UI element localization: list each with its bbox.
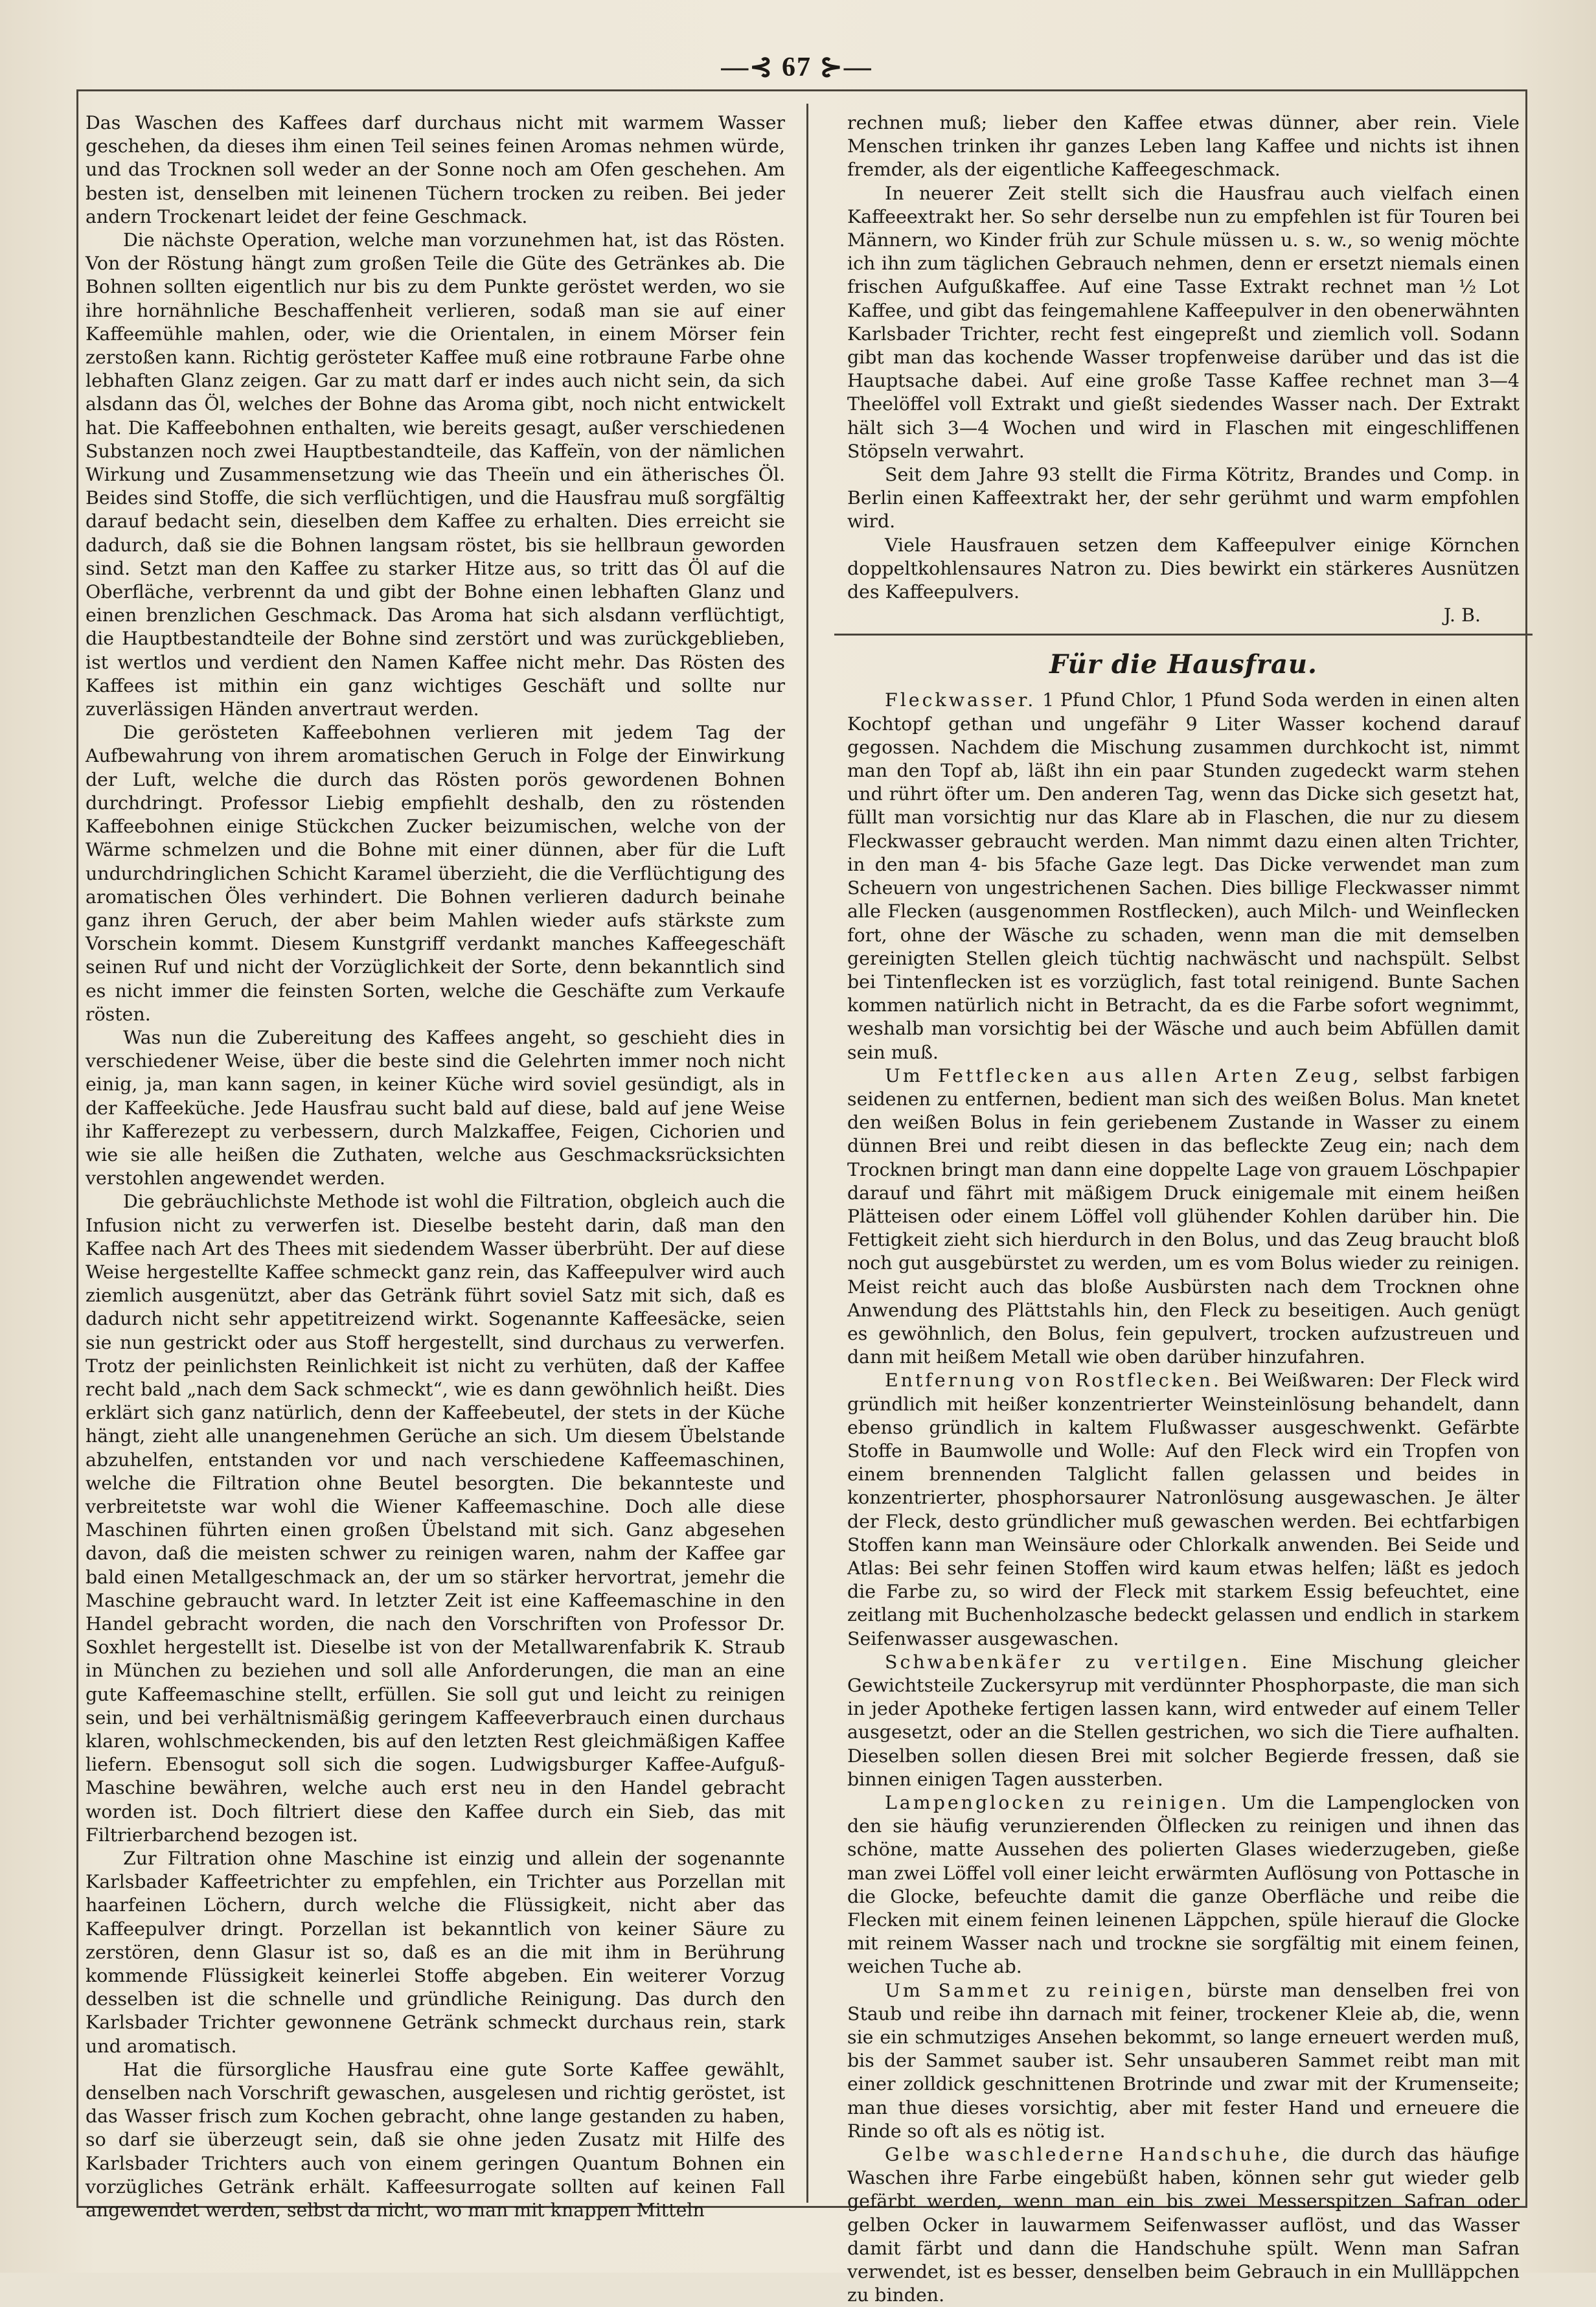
tip-paragraph <box>847 689 1520 1064</box>
tip-heading: Gelbe waschlederne Handschuhe, <box>885 2144 1291 2166</box>
page-number <box>706 51 887 83</box>
paragraph: Viele Hausfrauen setzen dem Kaffeepulver einige Körnchen doppeltkohlensaures Natron zu. Dies bewirkt ein stärkeres Ausnützen des Kaffeepulvers. <box>847 534 1520 603</box>
section-title: Für die Hausfrau. <box>1049 649 1317 680</box>
paragraph: Seit dem Jahre 93 stellt die Firma Kötritz, Brandes und Comp. in Berlin einen Kaffeextrakt her, der sehr gerühmt und warm empfohlen wird. <box>847 464 1520 533</box>
tip-paragraph <box>847 1369 1520 1650</box>
tip-text: 1 Pfund Chlor, 1 Pfund Soda werden in einen alten Kochtopf gethan und ungefähr 9 Liter Wasser kochend darauf gegossen. Nachdem die Mischung zusammen durchkocht ist, nimmt man den Topf ab, läßt ihn ein paar Stunden zugedeckt warm stehen und rührt öfter um. Den anderen Tag, wenn das Dicke sich gesetzt hat, füllt man vorsichtig nur das Klare ab in Flaschen, die nur zu diesem Fleckwasser gebraucht werden. Man nimmt dazu einen alten Trichter, in den man 4- bis 5fache Gaze legt. Das Dicke verwendet man zum Scheuern von ungestrichenen Sachen. Dies billige Fleckwasser nimmt alle Flecken (ausgenommen Rostflecken), auch Milch- und Weinflecken fort, ohne der Wäsche zu schaden, wenn man die mit demselben gereinigten Stellen gleich tüchtig nachwäscht und nachspült. Selbst bei Tintenflecken ist es vorzüglich, fast total reinigend. Bunte Sachen kommen natürlich nicht in Betracht, da es die Farbe sofort wegnimmt, weshalb man vorsichtig bei der Wäsche und auch beim Abfüllen damit sein muß. <box>847 689 1520 1063</box>
tip-text: Eine Mischung gleicher Gewichtsteile Zuckersyrup mit verdünnter Phosphorpaste, die man sich in jeder Apotheke fertigen lassen kann, wird entweder auf einem Teller ausgesetzt, oder an die Stellen gestrichen, wo sich die Tiere aufhalten. Dieselben sollen diesen Brei mit solcher Begierde fressen, daß sie binnen einigen Tagen aussterben. <box>847 1651 1520 1790</box>
tip-text: Um die Lampenglocken von den sie häufig verunzierenden Ölflecken zu reinigen und ihnen das schöne, matte Aussehen des polierten Glases wiederzugeben, gieße man zwei Löffel voll einer leicht erwärmten Auflösung von Pottasche in die Glocke, befeuchte damit die ganze Oberfläche und reibe die Flecken mit einem feinen leinenen Läppchen, spüle hierauf die Glocke mit reinem Wasser nach und trockne sie sorgfältig mit einem feinen, weichen Tuche ab. <box>847 1792 1520 1978</box>
tip-paragraph <box>847 1791 1520 1979</box>
tip-paragraph <box>847 1979 1520 2143</box>
paragraph: Die nächste Operation, welche man vorzunehmen hat, ist das Rösten. Von der Röstung hängt zum großen Teile die Güte des Getränkes ab. Die Bohnen sollten eigentlich nur bis zu dem Punkte geröstet werden, wo sie ihre hornähnliche Beschaffenheit verlieren, sodaß man sie auf einer Kaffeemühle mahlen, oder, wie die Orientalen, in einem Mörser fein zerstoßen kann. Richtig gerösteter Kaffee muß eine rotbraune Farbe ohne lebhaften Glanz zeigen. Gar zu matt darf er indes auch nicht sein, da sich alsdann das Öl, welches der Bohne das Aroma gibt, noch nicht entwickelt hat. Die Kaffeebohnen enthalten, wie bereits gesagt, außer verschiedenen Substanzen noch zwei Hauptbestandteile, das Kaffeïn, von der nämlichen Wirkung und Zusammensetzung wie das Theeïn und ein ätherisches Öl. Beides sind Stoffe, die sich verflüchtigen, und die Hausfrau muß sorgfältig darauf bedacht sein, dieselben dem Kaffee zu erhalten. Dies erreicht sie dadurch, daß sie die Bohnen langsam röstet, bis sie hellbraun geworden sind. Setzt man den Kaffee zu starker Hitze aus, so tritt das Öl auf die Oberfläche, verbrennt da und gibt der Bohne einen lebhaften Glanz und einen brenzlichen Geschmack. Das Aroma hat sich alsdann verflüchtigt, die Hauptbestandteile der Bohne sind zerstört und was zurückgeblieben, ist wertlos und verdient den Namen Kaffee nicht mehr. Das Rösten des Kaffees ist mithin ein ganz wichtiges Geschäft und sollte nur zuverlässigen Händen anvertraut werden. <box>86 229 785 720</box>
tip-paragraph <box>847 2143 1520 2307</box>
left-column <box>86 111 785 2221</box>
paragraph: Zur Filtration ohne Maschine ist einzig und allein der sogenannte Karlsbader Kaffeetrichter zu empfehlen, ein Trichter aus Porzellan mit haarfeinen Löchern, durch welche die Flüssigkeit, nicht aber das Kaffeepulver dringt. Porzellan ist bekanntlich von keiner Säure zu zerstören, denn Glasur ist so, daß es an die mit ihm in Berührung kommende Flüssigkeit keinerlei Stoffe abgeben. Ein weiterer Vorzug desselben ist die schnelle und gründliche Reinigung. Das durch den Karlsbader Trichter gewonnene Getränk schmeckt durchaus rein, stark und aromatisch. <box>86 1848 785 2057</box>
paragraph: In neuerer Zeit stellt sich die Hausfrau auch vielfach einen Kaffeeextrakt her. So sehr derselbe nun zu empfehlen ist für Touren bei Männern, wo Kinder früh zur Schule müssen u. s. w., so wenig möchte ich ihn zum täglichen Gebrauch nehmen, denn er ersetzt niemals einen frischen Aufgußkaffee. Auf eine Tasse Extrakt rechnet man ½ Lot Kaffee, und gibt das feingemahlene Kaffeepulver in den obenerwähnten Karlsbader Trichter, recht fest eingepreßt und ziemlich voll. Sodann gibt man das kochende Wasser tropfenweise darüber und das ist die Hauptsache dabei. Auf eine große Tasse Kaffee rechnet man 3—4 Theelöffel voll Extrakt und gießt siedendes Wasser nach. Der Extrakt hält sich 3—4 Wochen und wird in Flaschen mit eingeschliffenen Stöpseln verwahrt. <box>847 182 1520 462</box>
tip-heading: Um Fettflecken aus allen Arten Zeug, <box>885 1064 1362 1086</box>
tip-heading: Um Sammet zu reinigen, <box>885 1979 1195 2001</box>
tip-heading: Schwabenkäfer zu vertilgen. <box>885 1651 1250 1673</box>
tip-heading: Lampenglocken zu reinigen. <box>885 1792 1229 1814</box>
tip-heading: Fleckwasser. <box>885 689 1036 711</box>
tip-text: die durch das häufige Waschen ihre Farbe eingebüßt haben, können sehr gut wieder gelb gefärbt werden, wenn man ein bis zwei Messerspitzen Safran oder gelben Ocker in lauwarmem Seifenwasser auflöst, und das Wasser damit färbt und dann die Handschuhe spült. Wenn man Safran verwendet, ist es besser, denselben beim Gebrauch in ein Mullläppchen zu binden. <box>847 2144 1520 2306</box>
tip-text: bürste man denselben frei von Staub und reibe ihn darnach mit feiner, trockener Kleie ab, die, wenn sie ein schmutziges Ansehen bekommt, so lange erneuert werden muß, bis der Sammet sauber ist. Sehr unsauberen Sammet reibt man mit einer zolldick geschnittenen Brotrinde und zwar mit der Krumenseite; man thue dieses vorsichtig, aber mit fester Hand und erneuere die Rinde so oft als es nötig ist. <box>847 1979 1520 2142</box>
paragraph: Die gerösteten Kaffeebohnen verlieren mit jedem Tag der Aufbewahrung von ihrem aromatischen Geruch in Folge der Einwirkung der Luft, welche die durch das Rösten porös gewordenen Bohnen durchdringt. Professor Liebig empfiehlt deshalb, den zu röstenden Kaffeebohnen einige Stückchen Zucker beizumischen, welche von der Wärme schmelzen und die Bohne mit einer dünnen, aber für die Luft undurchdringlichen Schicht Karamel überzieht, die die Verflüchtigung des aromatischen Öles verhindert. Die Bohnen verlieren dadurch beinahe ganz ihren Geruch, der aber beim Mahlen wieder aufs stärkste zum Vorschein kommt. Diesem Kunstgriff verdankt manches Kaffeegeschäft seinen Ruf und nicht der Vorzüglichkeit der Sorte, denn bekanntlich sind es nicht immer die feinsten Sorten, welche die Geschäfte zum Verkaufe rösten. <box>86 722 785 1025</box>
section-rule <box>834 634 1533 636</box>
paragraph: Hat die fürsorgliche Hausfrau eine gute Sorte Kaffee gewählt, denselben nach Vorschrift gewaschen, ausgelesen und richtig geröstet, ist das Wasser frisch zum Kochen gebracht, ohne lange gestanden zu haben, so darf sie überzeugt sein, daß sie ohne jeden Zusatz mit Hilfe des Karlsbader Trichters auch von einem geringen Quantum Bohnen ein vorzügliches Getränk erhält. Kaffeesurrogate sollten auf keinen Fall angewendet werden, selbst da nicht, wo man mit knappen Mitteln <box>86 2058 785 2221</box>
paragraph: Das Waschen des Kaffees darf durchaus nicht mit warmem Wasser geschehen, da dieses ihm einen Teil seines feinen Aromas nehmen würde, und das Trocknen soll weder an der Sonne noch am Ofen geschehen. Am besten ist, denselben mit leinenen Tüchern trocken zu reiben. Bei jeder andern Trockenart leidet der feine Geschmack. <box>86 112 785 227</box>
tip-paragraph <box>847 1064 1520 1370</box>
tip-text: Bei Weißwaren: Der Fleck wird gründlich mit heißer konzentrierter Weinsteinlösung behandelt, dann ebenso gründlich in kaltem Flußwasser ausgeschwenkt. Gefärbte Stoffe in Baumwolle und Wolle: Auf den Fleck wird ein Tropfen von einem brennenden Talglicht fallen gelassen und beides in konzentrierter, phosphorsaurer Natronlösung ausgewaschen. Je älter der Fleck, desto gründlicher muß gewaschen werden. Bei echtfarbigen Stoffen kann man Weinsäure oder Chlorkalk anwenden. Bei Seide und Atlas: Bei sehr feinen Stoffen wird kaum etwas helfen; läßt es jedoch die Farbe zu, so wird der Fleck mit starkem Essig befeuchtet, eine zeitlang mit Buchenholzasche bedeckt gelassen und endlich in starkem Seifenwasser ausgewaschen. <box>847 1370 1520 1649</box>
ornament-right: ⊱— <box>812 52 872 82</box>
author-signature: J. B. <box>1443 604 1481 626</box>
tip-text: selbst farbigen seidenen zu entfernen, bedient man sich des weißen Bolus. Man knetet den weißen Bolus in fein geriebenem Zustande in Wasser zu einem dünnen Brei und reibt diesen in das befleckte Zeug ein; nach dem Trocknen bringt man dann eine doppelte Lage von grauem Löschpapier darauf und fährt mit mäßigem Druck einigemale mit einem heißen Plätteisen oder einem Löffel voll glühender Kohlen darüber hin. Die Fettigkeit zieht sich hierdurch in den Bolus, und das Zeug braucht bloß noch gut ausgebürstet zu werden, um es vom Bolus wieder zu reinigen. Meist reicht auch das bloße Ausbürsten nach dem Trocknen ohne Anwendung des Plättstahls hin, den Fleck zu beseitigen. Auch genügt es gewöhnlich, den Bolus, fein gepulvert, trocken aufzustreuen und dann mit heißem Metall wie oben darüber hinzufahren. <box>847 1064 1520 1368</box>
column-divider <box>806 104 808 2203</box>
paragraph: rechnen muß; lieber den Kaffee etwas dünner, aber rein. Viele Menschen trinken ihr ganzes Leben lang Kaffee und nichts ist ihnen fremder, als der eigentliche Kaffeegeschmack. <box>847 112 1520 181</box>
ornament-left: —⊰ <box>721 52 782 82</box>
tip-heading: Entfernung von Rostflecken. <box>885 1370 1222 1392</box>
paragraph: Was nun die Zubereitung des Kaffees angeht, so geschieht dies in verschiedener Weise, über die beste sind die Gelehrten immer noch nicht einig, ja, man kann sagen, in keiner Küche wird soviel gesündigt, als in der Kaffeeküche. Jede Hausfrau sucht bald auf diese, bald auf jene Weise ihr Kafferezept zu verbessern, durch Malzkaffee, Feigen, Cichorien und wie sie alle heißen die Zuthaten, welche aus Geschmacksrücksichten verstohlen angewendet werden. <box>86 1026 785 1189</box>
tip-paragraph <box>847 1651 1520 1791</box>
paragraph: Die gebräuchlichste Methode ist wohl die Filtration, obgleich auch die Infusion nicht zu verwerfen ist. Dieselbe besteht darin, daß man den Kaffee nach Art des Thees mit siedendem Wasser überbrüht. Der auf diese Weise hergestellte Kaffee schmeckt ganz rein, das Kaffeepulver wird auch ziemlich ausgenützt, aber das Getränk führt soviel Satz mit sich, daß es dadurch nicht sehr appetitreizend wirkt. Sogenannte Kaffeesäcke, seien sie nun gestrickt oder aus Stoff hergestellt, sind durchaus zu verwerfen. Trotz der peinlichsten Reinlichkeit ist nicht zu verhüten, daß der Kaffee recht bald „nach dem Sack schmeckt“, wie es dann gewöhnlich heißt. Dies erklärt sich ganz natürlich, denn der Kaffeebeutel, der stets in der Küche hängt, zieht alle unangenehmen Gerüche an sich. Um diesem Übelstande abzuhelfen, entstanden vor und nach verschiedene Kaffeemaschinen, welche die Filtration ohne Beutel besorgten. Die bekannteste und verbreitetste war wohl die Wiener Kaffeemaschine. Doch alle diese Maschinen führten einen großen Übelstand mit sich. Ganz abgesehen davon, daß die meisten schwer zu reinigen waren, nahm der Kaffee gar bald einen Metallgeschmack an, der um so stärker hervortrat, jemehr die Maschine gebraucht ward. In letzter Zeit ist eine Kaffeemaschine in den Handel gebracht worden, die nach den Vorschriften von Professor Dr. Soxhlet hergestellt ist. Dieselbe ist von der Metallwarenfabrik K. Straub in München zu beziehen und soll alle Anforderungen, die man an eine gute Kaffeemaschine stellt, erfüllen. Sie soll gut und leicht zu reinigen sein, und bei verhältnismäßig geringem Kaffeeverbrauch einen durchaus klaren, wohlschmeckenden, bis auf den letzten Rest gleichmäßigen Kaffee liefern. Ebensogut soll sich die sogen. Ludwigsburger Kaffee-Aufguß-Maschine bewähren, welche auch erst neu in den Handel gebracht worden ist. Doch filtriert diese den Kaffee durch ein Sieb, das mit Filtrierbarchend bezogen ist. <box>86 1191 785 1846</box>
right-column <box>847 111 1520 2306</box>
page-number-value: 67 <box>782 52 812 82</box>
